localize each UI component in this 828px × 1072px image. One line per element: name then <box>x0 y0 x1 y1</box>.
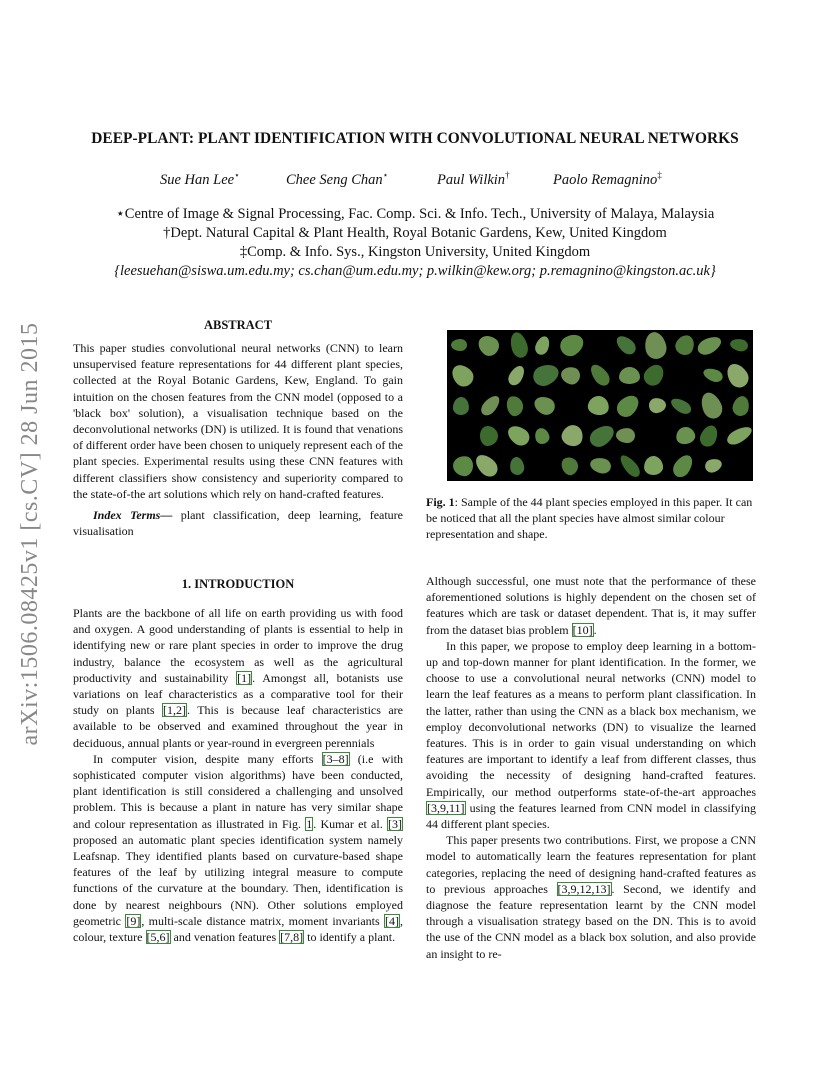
abstract-text: This paper studies convolutional neural networks (CNN) to learn unsupervised feature representations for 44 different plant species, collected at the Royal Botanic Gardens, Kew, England. To gain intuition on the chosen features from the CNN model (opposed to a 'black box' solution), a visualisation technique based on the deconvolutional networks (DN) is utilized. It is found that venations of different order have been chosen to uniquely represent each of the plant species. Experimental results using these CNN features with different classifiers show consistency and superiority compared to the state-of-the art solutions which rely on hand-crafted features. <box>73 341 403 501</box>
leaf-sample <box>669 395 694 416</box>
citation-link[interactable]: [9] <box>126 913 141 928</box>
leaf-sample <box>640 361 667 389</box>
leaf-sample <box>648 397 667 414</box>
leaf-sample <box>703 457 723 475</box>
leaf-sample <box>695 333 724 358</box>
leaf-sample <box>531 393 557 417</box>
leaf-sample <box>616 428 636 444</box>
leaf-sample <box>619 367 640 384</box>
citation-link[interactable]: [1,2] <box>163 703 186 718</box>
author-3: Paul Wilkin† <box>437 170 510 188</box>
paper-title: DEEP-PLANT: PLANT IDENTIFICATION WITH CONVOLUTIONAL NEURAL NETWORKS <box>91 130 739 147</box>
leaf-sample <box>587 362 613 390</box>
leaf-sample <box>674 425 696 446</box>
figure-link[interactable]: 1 <box>306 816 313 831</box>
leaf-sample <box>479 425 498 446</box>
leaf-samples-figure <box>447 330 753 481</box>
leaf-sample <box>531 361 563 389</box>
leaf-sample <box>697 422 721 449</box>
leaf-sample <box>559 365 582 386</box>
leaf-sample <box>475 331 503 359</box>
affiliation-3: ‡Comp. & Info. Sys., Kingston University, United Kingdom <box>239 244 591 260</box>
leaf-sample <box>472 451 502 481</box>
leaf-sample <box>702 366 725 384</box>
leaf-sample <box>724 423 753 447</box>
leaf-sample <box>559 422 586 449</box>
index-terms: Index Terms— plant classification, deep learning, feature visualisation <box>73 508 404 539</box>
right-column-body <box>426 573 756 962</box>
leaf-sample <box>559 454 581 477</box>
leaf-sample <box>504 422 533 449</box>
abstract-heading: ABSTRACT <box>203 318 273 332</box>
leaf-sample <box>670 451 697 480</box>
leaf-sample <box>448 360 478 390</box>
leaf-sample <box>729 338 749 353</box>
right-paragraph-1: Although successful, one must note that the performance of these aforementioned solutions is highly dependent on the chosen set of features which are task or dataset dependent. That is, it may suffer from the dataset bias problem [10]. <box>426 574 756 637</box>
leaf-sample <box>731 394 751 417</box>
citation-link[interactable]: [3] <box>388 816 402 831</box>
leaf-sample <box>722 360 752 391</box>
author-4: Paolo Remagnino‡ <box>553 170 662 188</box>
leaf-sample <box>557 330 588 360</box>
leaf-sample <box>533 334 552 356</box>
leaf-sample <box>452 396 469 415</box>
leaf-sample <box>613 391 643 421</box>
introduction-body <box>73 605 403 945</box>
leaf-sample <box>508 456 524 476</box>
leaf-sample <box>673 332 698 358</box>
leaf-sample <box>643 330 669 360</box>
leaf-sample <box>478 393 503 419</box>
citation-link[interactable]: [3,9,11] <box>427 800 465 815</box>
intro-paragraph-2: In computer vision, despite many efforts [3–8] (i.e with sophisticated computer vision algorithms) have been conducted, plant identification is still considered a challenging and unsolved problem. This is because a plant in nature has very similar shape and colour representation as illustrated in Fig. 1. Kumar et al. [3] proposed an automatic plant species identification system namely Leafsnap. They identified plants based on curvature-based shape features of the leaf by utilizing integral measure to compute functions of the curvature at the boundary. Then, identification is done by nearest neighbours (NN). Other solutions employed geometric [9], multi-scale distance matrix, moment invariants [4], colour, texture [5,6] and venation features [7,8] to identify a plant. <box>73 751 403 945</box>
intro-paragraph-1: Plants are the backbone of all life on earth providing us with food and oxygen. A good understanding of plants is essential to help in identifying new or rare plant species in order to improve the drug industry, balance the ecosystem as well as the agricultural productivity and sustainability [1]. Amongst all, botanists use variations on leaf characteristics as a comparative tool for their study on plants [1,2]. This is because leaf characteristics are available to be observed and examined throughout the year in deciduous, annual plants or year-round in evergreen perennials <box>73 606 404 750</box>
leaf-sample <box>507 330 530 359</box>
affiliation-1: ⋆Centre of Image & Signal Processing, Fac. Comp. Sci. & Info. Tech., University of Malaya, Malaysia <box>115 206 715 222</box>
leaf-sample <box>617 452 643 480</box>
leaf-sample <box>697 389 725 421</box>
citation-link[interactable]: [1] <box>237 670 252 685</box>
affiliation-2: †Dept. Natural Capital & Plant Health, Royal Botanic Gardens, Kew, United Kingdom <box>163 225 667 241</box>
leaf-sample <box>452 455 475 478</box>
author-emails: {leesuehan@siswa.um.edu.my; cs.chan@um.edu.my; p.wilkin@kew.org; p.remagnino@kingston.ac.uk} <box>114 263 716 279</box>
leaf-sample <box>506 363 528 388</box>
author-1: Sue Han Lee⋆ <box>160 170 240 188</box>
leaf-sample <box>588 456 612 475</box>
citation-link[interactable]: [10] <box>572 622 593 637</box>
leaf-sample <box>613 333 639 358</box>
leaf-sample <box>586 421 618 450</box>
citation-link[interactable]: [7,8] <box>280 930 304 945</box>
leaf-sample <box>586 394 610 416</box>
right-paragraph-3: This paper presents two contributions. First, we propose a CNN model to automatically learn the features representation for plant categories, replacing the need of designing hand-crafted features as to previous approaches [3,9,12,13]. Second, we identify and diagnose the feature representation learnt by the CNN model through a visualisation strategy based on the DN. This is to avoid the use of the CNN model as a black box solution, and also provide an insight to re- <box>426 833 756 961</box>
leaf-sample <box>505 394 525 417</box>
author-2: Chee Seng Chan⋆ <box>286 170 389 188</box>
arxiv-identifier[interactable]: arXiv:1506.08425v1 [cs.CV] 28 Jun 2015 <box>17 322 43 746</box>
leaf-sample <box>451 339 467 351</box>
abstract-body <box>73 340 403 539</box>
citation-link[interactable]: [4] <box>385 913 399 928</box>
citation-link[interactable]: [3,9,12,13] <box>557 881 611 896</box>
leaf-sample <box>644 456 664 476</box>
leaf-sample <box>533 426 551 446</box>
introduction-heading: 1. INTRODUCTION <box>181 577 295 591</box>
figure-caption: Fig. 1: Sample of the 44 plant species employed in this paper. It can be noticed that all the plant species have almost similar colour representation and shape. <box>426 495 753 542</box>
right-paragraph-2: In this paper, we propose to employ deep learning in a bottom-up and top-down manner for plant identification. In the former, we choose to use a convolutional neural networks (CNN) model to learn the leaf features as a means to perform plant classification. In the latter, rather than using the CNN as a black box mechanism, we employ deconvolutional networks (DN) to visualize the learned features. This is in order to gain visual understanding on which features are important to identify a leaf from different classes, thus avoiding the necessity of designing hand-crafted features. Empirically, our method outperforms state-of-the-art approaches [3,9,11] using the features learned from CNN model in classifying 44 different plant species. <box>426 638 756 832</box>
citation-link[interactable]: [5,6] <box>146 930 170 945</box>
citation-link[interactable]: [3–8] <box>322 751 349 766</box>
